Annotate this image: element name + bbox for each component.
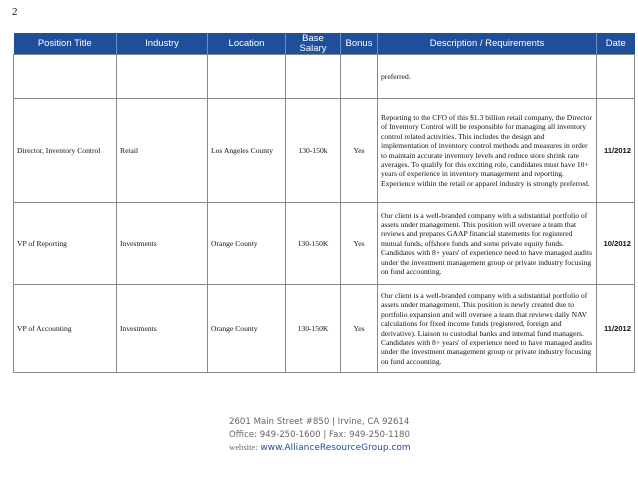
cell-location: Orange County (208, 285, 286, 373)
cell-salary: 130-150k (286, 99, 341, 203)
cell-industry: Retail (117, 99, 208, 203)
footer-website-link[interactable]: www.AllianceResourceGroup.com (260, 443, 411, 453)
cell-date: 10/2012 (597, 203, 635, 285)
cell-title (14, 55, 117, 99)
cell-title: VP of Accounting (14, 285, 117, 373)
footer-office: Office: 949-250-1600 (229, 429, 321, 440)
cell-description: preferred. (378, 55, 597, 99)
footer-address: 2601 Main Street #850 (229, 417, 330, 427)
cell-salary: 130-150K (286, 203, 341, 285)
header-industry: Industry (117, 33, 208, 55)
cell-date: 11/2012 (597, 99, 635, 203)
cell-location: Los Angeles County (208, 99, 286, 203)
footer-fax: Fax: 949-250-1180 (328, 429, 410, 440)
header-position-title: Position Title (14, 33, 117, 55)
footer-city: Irvine, CA 92614 (337, 417, 410, 427)
cell-bonus: Yes (341, 285, 378, 373)
cell-bonus: Yes (341, 203, 378, 285)
footer-phone-line (229, 429, 429, 442)
header-location: Location (208, 33, 286, 55)
table-header-row (14, 33, 635, 55)
job-listings-table (13, 33, 635, 373)
cell-title: VP of Reporting (14, 203, 117, 285)
cell-description: Reporting to the CFO of this $1.3 billion retail company, the Director of Inventory Control will be responsible for managing all inventory control related activities. This includes the design and implementation of inventory control methods and measures in order to maintain accurate inventory levels and reduce store shrink rate averages. To qualify for this exciting role, candidates must have 10+ years of experience in inventory management and reporting. Experience within the retail or apparel industry is strongly preferred. (378, 99, 597, 203)
cell-description: Our client is a well-branded company with a substantial portfolio of assets under management. This position will oversee a team that reviews and prepares GAAP financial statements for registered mutual funds, offshore funds and some private equity funds. Candidates with 8+ years' of experience need to have managed audits under the investment management group or private industry focusing on fund accounting. (378, 203, 597, 285)
footer-website-line (229, 441, 429, 455)
header-date: Date (597, 33, 635, 55)
cell-location: Orange County (208, 203, 286, 285)
cell-location (208, 55, 286, 99)
table-row (14, 203, 635, 285)
footer-website-label: website: (229, 442, 258, 452)
page-number: 2 (12, 6, 18, 18)
cell-salary (286, 55, 341, 99)
cell-salary: 130-150K (286, 285, 341, 373)
header-description: Description / Requirements (378, 33, 597, 55)
cell-industry: Investments (117, 285, 208, 373)
cell-date: 11/2012 (597, 285, 635, 373)
table-row (14, 285, 635, 373)
cell-title: Director, Inventory Control (14, 99, 117, 203)
cell-bonus (341, 55, 378, 99)
cell-date (597, 55, 635, 99)
footer-separator: | (332, 417, 335, 427)
table-row (14, 55, 635, 99)
header-bonus: Bonus (341, 33, 378, 55)
cell-industry (117, 55, 208, 99)
footer-address-line (229, 416, 429, 429)
footer-separator: | (323, 429, 327, 440)
cell-description: Our client is a well-branded company with a substantial portfolio of assets under management. This position is newly created due to portfolio expansion and will oversee a team that reviews daily NAV calculations for fixed income funds (registered, foreign and derivative). Liaison to custodial banks and internal fund managers. Candidates with 8+ years' of experience need to have managed audits under the investment management group or private industry focusing on fund accounting. (378, 285, 597, 373)
cell-bonus: Yes (341, 99, 378, 203)
header-base-salary: Base Salary (286, 33, 341, 55)
cell-industry: Investments (117, 203, 208, 285)
contact-footer (229, 416, 429, 455)
table-row (14, 99, 635, 203)
